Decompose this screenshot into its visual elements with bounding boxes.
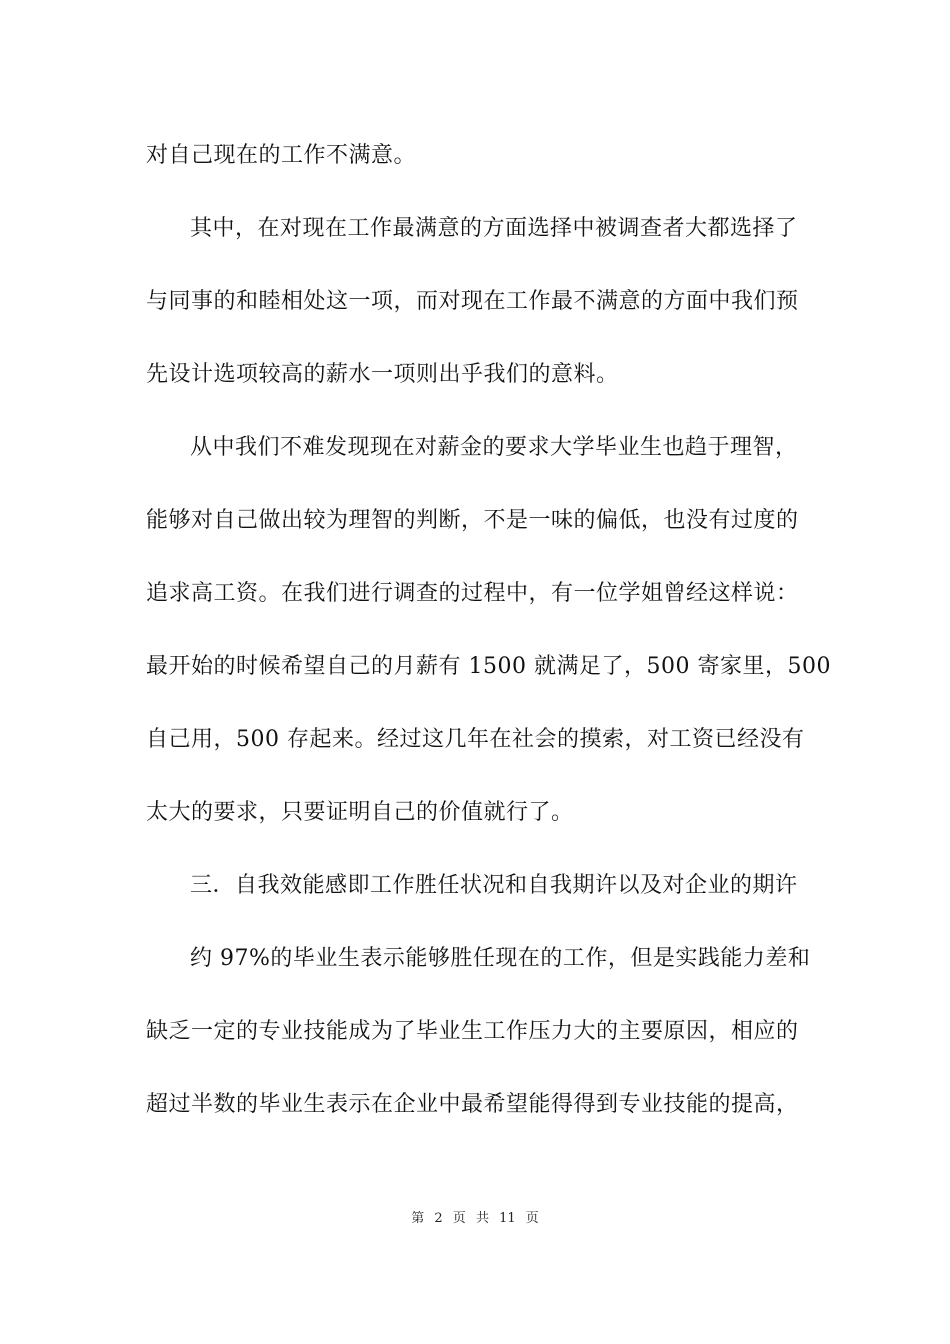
text-line: 能够对自己做出较为理智的判断，不是一味的偏低，也没有过度的 [146,508,799,533]
text-line: 太大的要求，只要证明自己的价值就行了。 [146,800,574,825]
text-line: 缺乏一定的专业技能成为了毕业生工作压力大的主要原因，相应的 [146,1019,799,1044]
footer-label-gong: 共 [475,1211,489,1226]
footer-label-di: 第 [411,1211,425,1226]
text-line: 超过半数的毕业生表示在企业中最希望能得得到专业技能的提高， [146,1092,799,1117]
total-page-count: 11 [499,1211,516,1226]
text-line: 最开始的时候希望自己的月薪有 1500 就满足了，500 寄家里，500 [146,654,831,679]
paragraph-first-line: 其中，在对现在工作最满意的方面选择中被调查者大都选择了 [190,216,798,241]
paragraph-first-line: 约 97%的毕业生表示能够胜任现在的工作，但是实践能力差和 [190,946,811,971]
text-line: 对自己现在的工作不满意。 [146,143,417,168]
paragraph-first-line: 从中我们不难发现现在对薪金的要求大学毕业生也趋于理智， [190,435,798,460]
footer-label-ye: 页 [452,1211,466,1226]
text-line: 与同事的和睦相处这一项，而对现在工作最不满意的方面中我们预 [146,289,799,314]
current-page-number: 2 [434,1211,443,1226]
text-line: 先设计选项较高的薪水一项则出乎我们的意料。 [146,362,619,387]
text-line: 自己用，500 存起来。经过这几年在社会的摸索，对工资已经没有 [146,727,805,752]
text-line: 追求高工资。在我们进行调查的过程中，有一位学姐曾经这样说： [146,581,799,606]
document-body [146,134,831,1156]
page-footer [0,1207,950,1226]
footer-label-ye: 页 [525,1211,539,1226]
section-heading: 三．自我效能感即工作胜任状况和自我期许以及对企业的期许 [190,873,798,898]
